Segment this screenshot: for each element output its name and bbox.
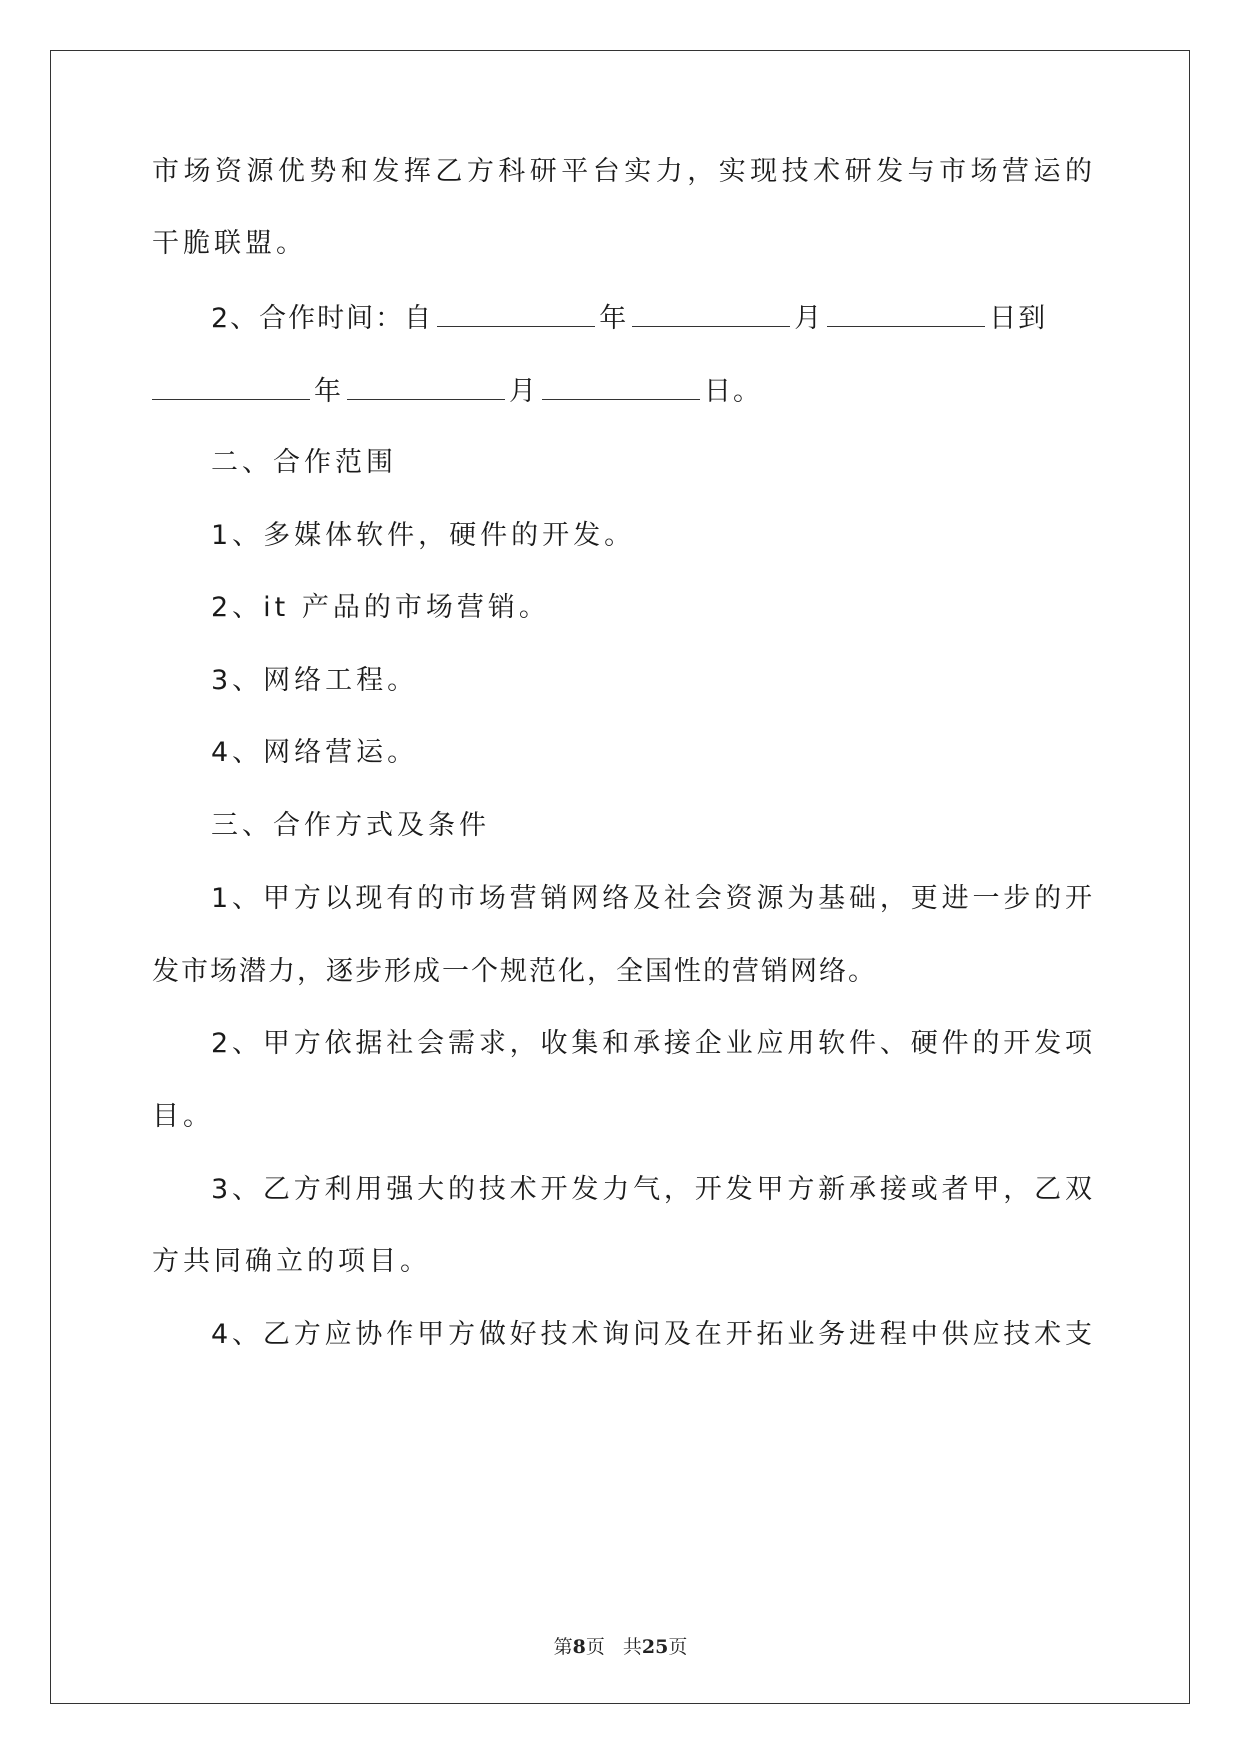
paragraph-line: 3、乙方利用强大的技术开发力气，开发甲方新承接或者甲，乙双 (211, 1174, 1092, 1205)
paragraph-line: 干脆联盟。 (152, 228, 307, 259)
time-month-unit: 月 (794, 303, 824, 334)
footer-total-suffix: 页 (668, 1636, 688, 1658)
blank-end-year (152, 371, 310, 400)
page-footer (0, 1632, 1241, 1659)
list-item: 1、多媒体软件，硬件的开发。 (211, 520, 636, 551)
time-month-unit-2: 月 (509, 376, 538, 407)
paragraph-line: 4、乙方应协作甲方做好技术询问及在开拓业务进程中供应技术支 (211, 1319, 1092, 1350)
blank-start-year (437, 298, 595, 327)
list-item: 2、it 产品的市场营销。 (211, 592, 550, 623)
footer-prefix: 第 (553, 1636, 573, 1658)
blank-start-day (827, 298, 985, 327)
time-day-to: 日到 (989, 303, 1048, 334)
list-item: 3、网络工程。 (211, 665, 419, 696)
time-end: 日。 (704, 376, 762, 407)
section-heading: 三、合作方式及条件 (211, 810, 490, 841)
time-label: 2、合作时间：自 (211, 303, 434, 334)
footer-page-word: 页 (585, 1636, 605, 1658)
blank-start-month (632, 298, 790, 327)
paragraph-line: 1、甲方以现有的市场营销网络及社会资源为基础，更进一步的开 (211, 883, 1092, 914)
footer-total-pages: 25 (641, 1636, 669, 1658)
time-year-unit: 年 (599, 303, 629, 334)
paragraph-line: 2、甲方依据社会需求，收集和承接企业应用软件、硬件的开发项 (211, 1028, 1092, 1059)
blank-end-day (542, 371, 700, 400)
paragraph-line: 方共同确立的项目。 (152, 1246, 431, 1277)
footer-current-page: 8 (572, 1636, 586, 1658)
paragraph-line: 发市场潜力，逐步形成一个规范化，全国性的营销网络。 (152, 956, 877, 987)
section-heading: 二、合作范围 (211, 447, 397, 478)
cooperation-time-line-2 (152, 371, 762, 411)
cooperation-time-line-1 (211, 298, 1047, 338)
time-year-unit-2: 年 (314, 376, 343, 407)
paragraph-line: 市场资源优势和发挥乙方科研平台实力，实现技术研发与市场营运的 (152, 156, 1092, 187)
blank-end-month (347, 371, 505, 400)
footer-total-prefix: 共 (622, 1636, 642, 1658)
paragraph-line: 目。 (152, 1101, 214, 1132)
list-item: 4、网络营运。 (211, 737, 419, 768)
